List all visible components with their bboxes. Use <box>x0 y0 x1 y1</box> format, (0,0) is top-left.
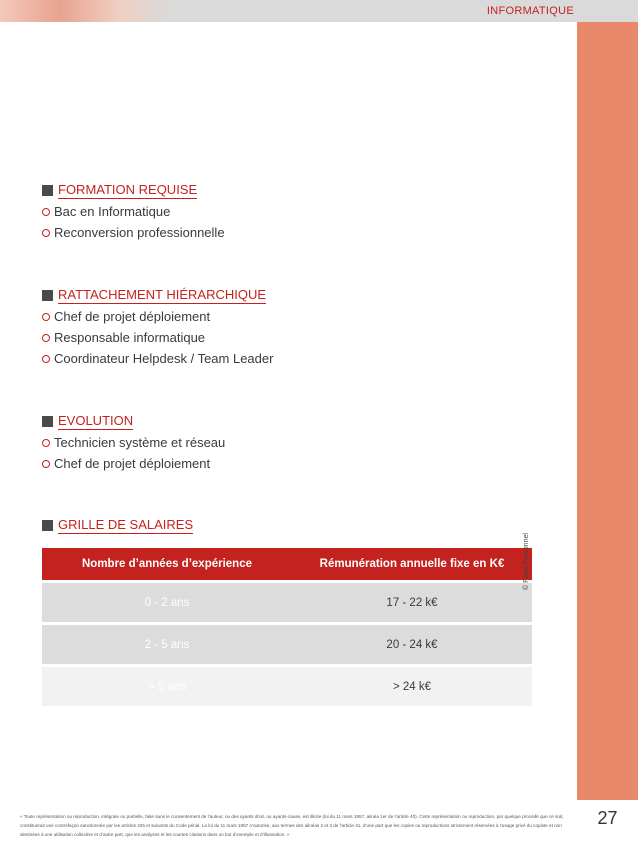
list-item-text: Bac en Informatique <box>54 204 171 219</box>
square-bullet-icon <box>42 290 53 301</box>
square-bullet-icon <box>42 520 53 531</box>
list-item <box>42 348 273 369</box>
list-item <box>42 201 225 222</box>
circle-bullet-icon <box>42 334 50 342</box>
table-header <box>42 548 532 580</box>
table-cell-salary: 20 - 24 k€ <box>386 638 438 651</box>
table-cell-experience: > 5 ans <box>147 680 187 693</box>
list-item <box>42 222 225 243</box>
photo-credit: © Page Personnel <box>523 533 530 590</box>
square-bullet-icon <box>42 416 53 427</box>
table-cell-salary: 17 - 22 k€ <box>386 596 438 609</box>
salary-table <box>42 548 532 706</box>
section-grille <box>42 516 193 534</box>
table-cell-salary: > 24 k€ <box>392 680 432 693</box>
header-photo <box>0 0 170 22</box>
list-item-text: Coordinateur Helpdesk / Team Leader <box>54 351 274 366</box>
section-title: FORMATION REQUISE <box>58 181 198 197</box>
section-heading <box>42 516 193 534</box>
table-cell-experience: 2 - 5 ans <box>144 638 190 651</box>
circle-bullet-icon <box>42 355 50 363</box>
side-stripe <box>577 22 638 851</box>
list-item-text: Chef de projet déploiement <box>54 309 211 324</box>
circle-bullet-icon <box>42 439 50 447</box>
section-heading <box>42 286 273 304</box>
list-item-text: Reconversion professionnelle <box>54 225 225 240</box>
column-header-experience: Nombre d’années d’expérience <box>81 558 252 570</box>
circle-bullet-icon <box>42 313 50 321</box>
list-item-text: Chef de projet déploiement <box>54 456 211 471</box>
square-bullet-icon <box>42 185 53 196</box>
circle-bullet-icon <box>42 208 50 216</box>
circle-bullet-icon <box>42 229 50 237</box>
section-heading <box>42 181 225 199</box>
circle-bullet-icon <box>42 460 50 468</box>
page-number: 27 <box>597 808 618 828</box>
copyright-notice: « Toute représentation ou reproduction, intégrale ou partielle, faite sans le consentement de l’auteur, ou des ayants droit, ou ayants-cause, est illicite (loi du 11 mars 1957, alinéa 1er de l’article 40). Cette représentation ou reproduction, par quelque procédé que ce soit, constituerait une contrefaçon sanctionnée par les articles 425 et suivants du Code pénal. La loi du 11 mars 1957 n’autorise, aux termes des alinéas 2 et 3 de l’article 41, d’une part que les copies ou reproductions strictement réservées à l’usage privé du copiste et non destinées à une utilisation collective et d’autre part, que les analyses et les courtes citations dans un but d’exemple et d’illustration. » <box>20 814 564 837</box>
section-heading <box>42 412 225 430</box>
list-item <box>42 453 225 474</box>
section-title: RATTACHEMENT HIÉRARCHIQUE <box>58 286 267 302</box>
table-row <box>42 664 532 706</box>
list-item <box>42 306 273 327</box>
list-item <box>42 327 273 348</box>
column-header-salary: Rémunération annuelle fixe en K€ <box>319 558 505 570</box>
table-row <box>42 622 532 664</box>
table-cell-experience: 0 - 2 ans <box>144 596 190 609</box>
section-formation <box>42 181 225 243</box>
list-item-text: Technicien système et réseau <box>54 435 226 450</box>
list-item-text: Responsable informatique <box>54 330 206 345</box>
section-title: GRILLE DE SALAIRES <box>58 516 194 532</box>
table-row <box>42 580 532 622</box>
section-rattachement <box>42 286 273 369</box>
section-evolution <box>42 412 225 474</box>
section-title: EVOLUTION <box>58 412 134 428</box>
list-item <box>42 432 225 453</box>
header-category: INFORMATIQUE <box>486 5 574 17</box>
